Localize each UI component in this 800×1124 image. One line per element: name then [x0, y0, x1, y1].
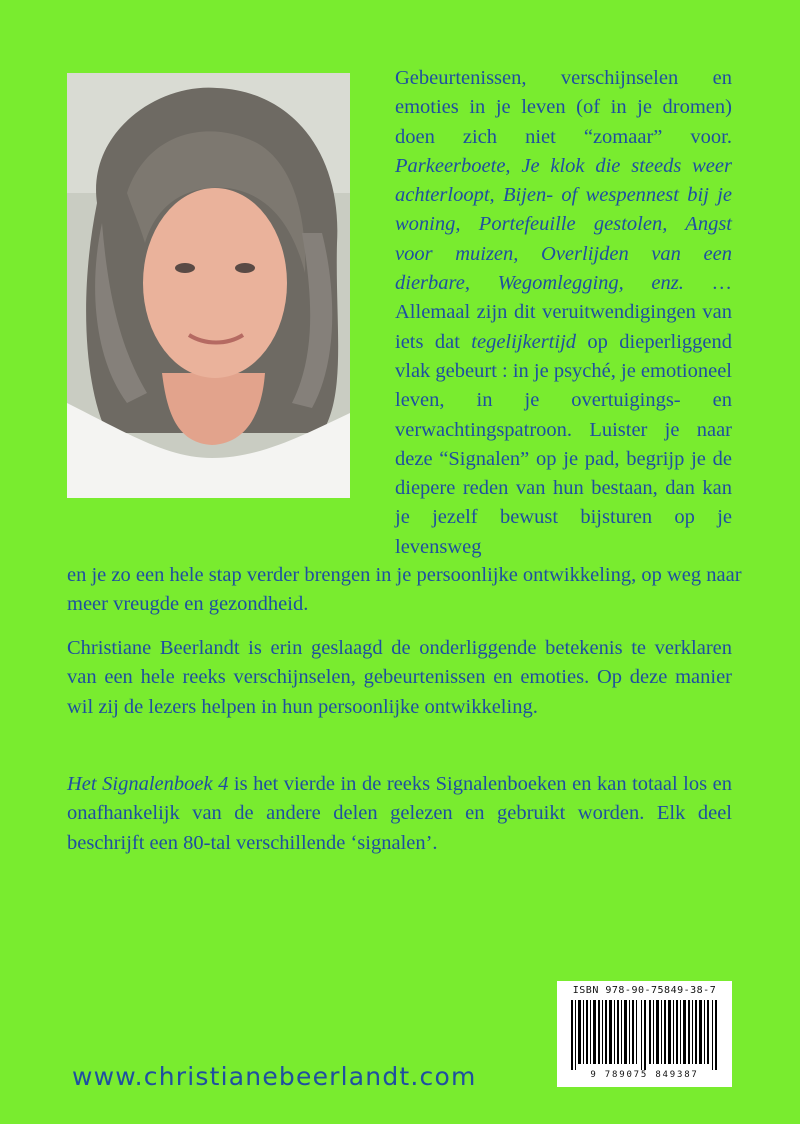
intro-examples: Parkeerboete, Je klok die steeds weer achterloopt, Bijen- of wespennest bij je woning, Portefeuille gestolen, Angst voor muizen, Overlijden van een dierbare, Wegomlegging, enz. [395, 154, 732, 295]
book-title: Het Signalenboek 4 [67, 773, 229, 795]
intro-line1: Gebeurtenissen, verschijnselen en emoties in je leven (of in je dromen) doen zich niet “zomaar” voor. [395, 67, 732, 148]
intro-text [395, 64, 732, 562]
barcode-bars [571, 1000, 719, 1070]
intro-continuation: en je zo een hele stap verder brengen in je persoonlijke ontwikkeling, op weg naar meer vreugde en gezondheid. [67, 564, 742, 616]
intro-line2-start: Allemaal zijn dit veruitwendigingen van iets dat [395, 301, 732, 353]
paragraph-author: Christiane Beerlandt is erin geslaagd de onderliggende betekenis te verklaren van een hele reeks verschijnselen, gebeurtenissen en emoties. Op deze manier wil zij de lezers helpen in hun persoonlijke ontwikkeling. [67, 637, 732, 718]
author-photo [67, 73, 350, 498]
barcode-digits: 9 789075 849387 [590, 1070, 699, 1080]
intro-ellipsis: … [683, 272, 732, 295]
paragraph-book [67, 770, 732, 858]
barcode [557, 981, 732, 1087]
paragraph-book-rest: is het vierde in de reeks Signalenboeken en kan totaal los en onafhankelijk van de andere delen gelezen en gebruikt worden. Elk deel beschrijft een 80-tal verschillende ‘signalen’. [67, 773, 732, 854]
isbn-label: ISBN 978-90-75849-38-7 [572, 985, 717, 996]
intro-line2-emphasis: tegelijkertijd [471, 330, 577, 353]
website-link[interactable]: www.christianebeerlandt.com [72, 1062, 477, 1091]
intro-line2-end: op dieperliggend vlak gebeurt : in je psyché, je emotioneel leven, in je overtuigings- en verwachtingspatroon. Luister je naar deze “Signalen” op je pad, begrijp je de diepere reden van hun bestaan, dan kan je jezelf bewust bijsturen op je levensweg [395, 330, 732, 558]
